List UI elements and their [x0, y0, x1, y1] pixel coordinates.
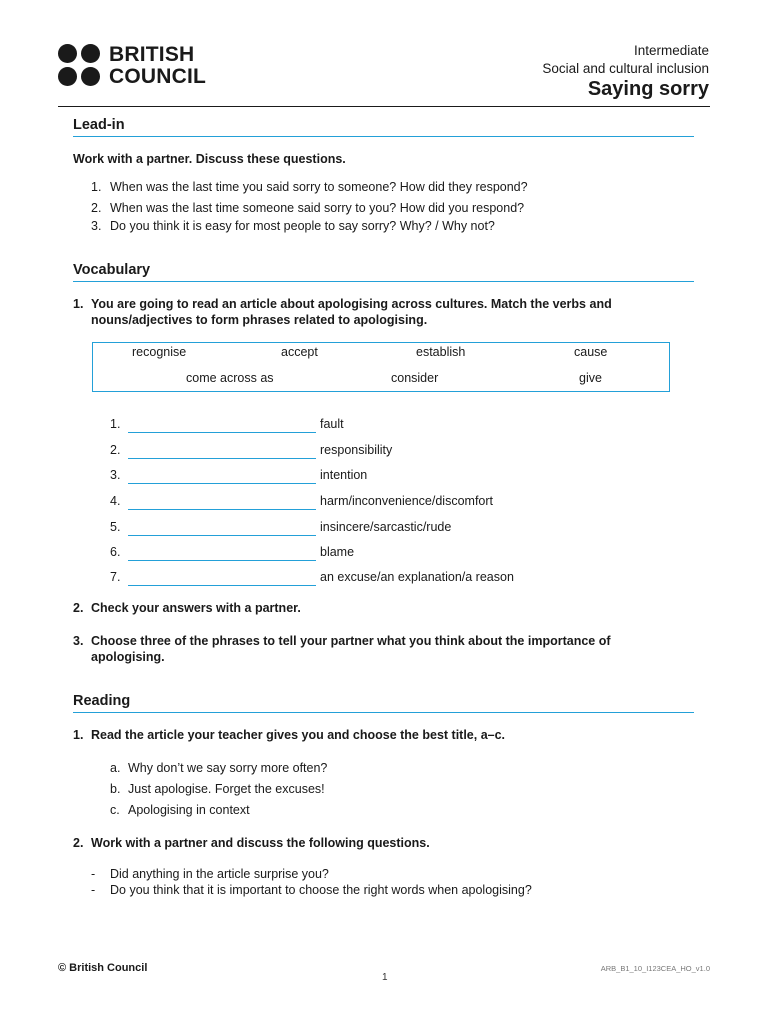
reading-task-2-number: 2.: [73, 836, 84, 850]
footer-copyright: © British Council: [58, 962, 148, 974]
vocabulary-divider: [73, 281, 694, 282]
vocab-task-1-line-2: nouns/adjectives to form phrases related to apologising.: [91, 313, 428, 327]
logo-dots-icon: [58, 44, 102, 88]
bullet-dash: -: [91, 883, 96, 897]
reading-task-1: Read the article your teacher gives you and choose the best title, a–c.: [91, 728, 506, 742]
item-text: intention: [320, 468, 368, 482]
question-number: 2.: [91, 201, 102, 215]
reading-task-2: Work with a partner and discuss the following questions.: [91, 836, 430, 850]
answer-blank[interactable]: [128, 432, 316, 433]
bullet-dash: -: [91, 867, 96, 881]
item-text: fault: [320, 417, 344, 431]
logo-wordmark: [109, 44, 206, 87]
word-come-across-as: come across as: [186, 371, 274, 385]
vocab-task-1-line-1: You are going to read an article about apologising across cultures. Match the verbs and: [91, 297, 612, 311]
question-number: 1.: [91, 180, 102, 194]
question-text: Do you think it is easy for most people to say sorry? Why? / Why not?: [110, 219, 495, 233]
lead-in-divider: [73, 136, 694, 137]
vocab-task-1-number: 1.: [73, 297, 84, 311]
logo-line-1: BRITISH: [109, 43, 195, 66]
answer-blank[interactable]: [128, 560, 316, 561]
item-text: an excuse/an explanation/a reason: [320, 570, 514, 584]
answer-blank[interactable]: [128, 509, 316, 510]
question-text: When was the last time you said sorry to someone? How did they respond?: [110, 180, 528, 194]
vocabulary-heading: Vocabulary: [73, 262, 151, 278]
page-number: 1: [382, 972, 388, 983]
option-letter: c.: [110, 803, 120, 817]
reading-heading: Reading: [73, 693, 131, 709]
item-number: 3.: [110, 468, 121, 482]
reading-task-1-number: 1.: [73, 728, 84, 742]
item-text: blame: [320, 545, 355, 559]
answer-blank[interactable]: [128, 458, 316, 459]
word-recognise: recognise: [132, 345, 187, 359]
vocab-task-3-line-1: Choose three of the phrases to tell your partner what you think about the importance of: [91, 634, 611, 648]
header-divider: [58, 106, 710, 107]
answer-blank[interactable]: [128, 535, 316, 536]
item-text: harm/inconvenience/discomfort: [320, 494, 493, 508]
item-number: 6.: [110, 545, 121, 559]
item-text: responsibility: [320, 443, 393, 457]
vocab-task-3-number: 3.: [73, 634, 84, 648]
word-establish: establish: [416, 345, 466, 359]
page-title: Saying sorry: [587, 78, 709, 100]
vocab-task-2-number: 2.: [73, 601, 84, 615]
option-text: Why don’t we say sorry more often?: [128, 761, 328, 775]
word-accept: accept: [281, 345, 318, 359]
footer-document-code: ARB_B1_10_I123CEA_HO_v1.0: [600, 964, 710, 973]
lead-in-heading: Lead-in: [73, 117, 125, 133]
answer-blank[interactable]: [128, 483, 316, 484]
bullet-text: Do you think that it is important to choose the right words when apologising?: [110, 883, 532, 897]
item-number: 2.: [110, 443, 121, 457]
british-council-logo: [58, 44, 228, 88]
option-letter: b.: [110, 782, 121, 796]
question-text: When was the last time someone said sorry to you? How did you respond?: [110, 201, 525, 215]
bullet-text: Did anything in the article surprise you?: [110, 867, 329, 881]
item-number: 1.: [110, 417, 121, 431]
item-number: 7.: [110, 570, 121, 584]
lead-in-instruction: Work with a partner. Discuss these questions.: [73, 152, 346, 166]
topic-label: Social and cultural inclusion: [542, 61, 709, 76]
word-give: give: [579, 371, 602, 385]
word-consider: consider: [391, 371, 439, 385]
answer-blank[interactable]: [128, 585, 316, 586]
item-number: 5.: [110, 520, 121, 534]
vocab-task-3-line-2: apologising.: [91, 650, 165, 664]
option-text: Apologising in context: [128, 803, 250, 817]
word-cause: cause: [574, 345, 608, 359]
item-text: insincere/sarcastic/rude: [320, 520, 452, 534]
option-letter: a.: [110, 761, 121, 775]
question-number: 3.: [91, 219, 102, 233]
option-text: Just apologise. Forget the excuses!: [128, 782, 325, 796]
item-number: 4.: [110, 494, 121, 508]
vocab-task-2: Check your answers with a partner.: [91, 601, 301, 615]
word-box: [92, 342, 670, 392]
logo-line-2: COUNCIL: [109, 65, 207, 88]
reading-divider: [73, 712, 694, 713]
level-label: Intermediate: [633, 43, 709, 58]
